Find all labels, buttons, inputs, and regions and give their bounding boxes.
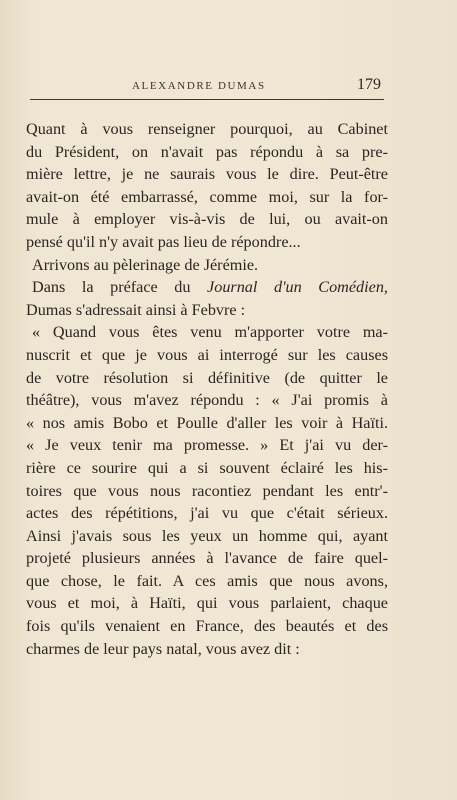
- text-line: pensé qu'il n'y avait pas lieu de répondre...: [26, 232, 301, 251]
- header-rule: [30, 99, 384, 100]
- page-number: 179: [357, 76, 381, 93]
- text-line: toires que vous nous racontiez pendant les entr'-: [26, 481, 388, 500]
- body-text: [26, 118, 388, 660]
- text-line: avait-on été embarrassé, comme moi, sur la for-: [26, 187, 388, 206]
- text-line-preface: [26, 276, 388, 299]
- text-line: charmes de leur pays natal, vous avez dit :: [26, 639, 300, 658]
- text-line: actes des répétitions, j'ai vu que c'était sérieux.: [26, 504, 388, 523]
- text-line: du Président, on n'avait pas répondu à sa pre-: [26, 142, 388, 161]
- text-line: Quant à vous renseigner pourquoi, au Cabinet: [26, 120, 388, 138]
- text-line: fois qu'ils venaient en France, des beautés et des: [26, 617, 388, 636]
- text-line: mule à employer vis-à-vis de lui, ou avait-on: [26, 210, 388, 229]
- text-line: Ainsi j'avais sous les yeux un homme qui, ayant: [26, 526, 388, 545]
- running-head: [0, 76, 457, 96]
- book-title: Journal d'un Comédien,: [207, 278, 388, 297]
- text-line: projeté plusieurs années à l'avance de faire quel-: [26, 549, 388, 568]
- text-line: mière lettre, je ne saurais vous le dire. Peut-être: [26, 165, 388, 184]
- text-line: rière ce sourire qui a si souvent éclairé les his-: [26, 458, 388, 477]
- text-line: « Je veux tenir ma promesse. » Et j'ai vu der-: [26, 436, 388, 455]
- text-line: théâtre), vous m'avez répondu : « J'ai promis à: [26, 391, 388, 410]
- text-line: de votre résolution si définitive (de quitter le: [26, 368, 388, 387]
- text-line: « nos amis Bobo et Poulle d'aller les voir à Haïti.: [26, 413, 388, 432]
- text-line: Dumas s'adressait ainsi à Febvre :: [26, 300, 246, 319]
- preface-text: Dans la préface du: [32, 278, 208, 297]
- text-line: nuscrit et que je vous ai interrogé sur les causes: [26, 345, 388, 364]
- text-line: que chose, le fait. A ces amis que nous avons,: [26, 571, 388, 590]
- text-line: Arrivons au pèlerinage de Jérémie.: [32, 255, 259, 274]
- text-line: vous et moi, à Haïti, qui vous parlaient, chaque: [26, 594, 388, 613]
- running-head-author: ALEXANDRE DUMAS: [132, 80, 266, 92]
- text-line: « Quand vous êtes venu m'apporter votre ma-: [32, 323, 388, 342]
